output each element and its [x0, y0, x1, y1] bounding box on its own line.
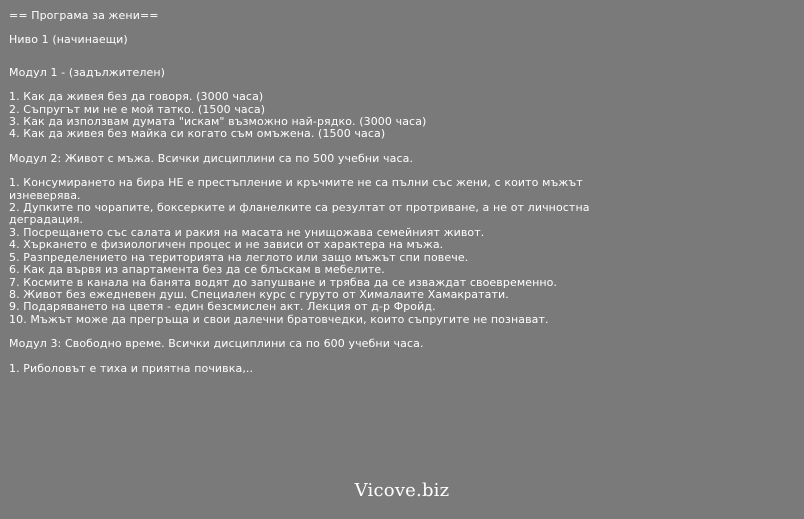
module-item: 2. Съпругът ми не е мой татко. (1500 часа) [9, 102, 266, 116]
module-item: 9. Подаряването на цветя - един безсмислен акт. Лекция от д-р Фройд. [9, 300, 436, 314]
spacer [9, 47, 789, 67]
module-title: Модул 1 - (задължителен) [9, 65, 166, 79]
module-item: 1. Как да живея без да говоря. (3000 часа) [9, 90, 264, 104]
module-item: 10. Мъжът може да прегръща и свои далечни братовчедки, които съпругите не познават. [9, 312, 549, 326]
module-item: 4. Хъркането е физиологичен процес и не зависи от характера на мъжа. [9, 238, 444, 252]
module-item: 3. Как да използвам думата "искам" възможно най-рядко. (3000 часа) [9, 115, 427, 129]
level-title: Ниво 1 (начинаещи) [9, 33, 128, 47]
module-item: 3. Посрещането със салата и ракия на масата не унищожава семейният живот. [9, 225, 485, 239]
document-heading: == Програма за жени== [9, 9, 159, 22]
module-item: 4. Как да живея без майка си когато съм омъжена. (1500 часа) [9, 127, 386, 141]
module-item: 5. Разпределението на територията на леглото или защо мъжът спи повече. [9, 250, 469, 264]
module-item: 8. Живот без ежедневен душ. Специален курс с гуруто от Хималаите Хамакратати. [9, 287, 509, 301]
module-title: Модул 2: Живот с мъжа. Всички дисциплини са по 500 учебни часа. [9, 151, 414, 165]
spacer [9, 351, 789, 363]
module-item: 2. Дупките по чорапите, боксерките и фланелките са резултат от протриване, а не от личностна деградация. [9, 201, 590, 227]
program-document [9, 10, 789, 375]
module-item: 1. Консумирането на бира НЕ е престъпление и кръчмите не са пълни със жени, с които мъжът изневерява. [9, 176, 583, 202]
module-item: 6. Как да вървя из апартамента без да се блъскам в мебелите. [9, 263, 385, 277]
module-item: 7. Космите в канала на банята водят до запушване и трябва да се изваждат своевременно. [9, 275, 558, 289]
module-title: Модул 3: Свободно време. Всички дисциплини са по 600 учебни часа. [9, 337, 424, 351]
site-watermark: Vicove.biz [354, 480, 450, 501]
module-item: 1. Риболовът е тиха и приятна почивка,.. [9, 361, 254, 375]
